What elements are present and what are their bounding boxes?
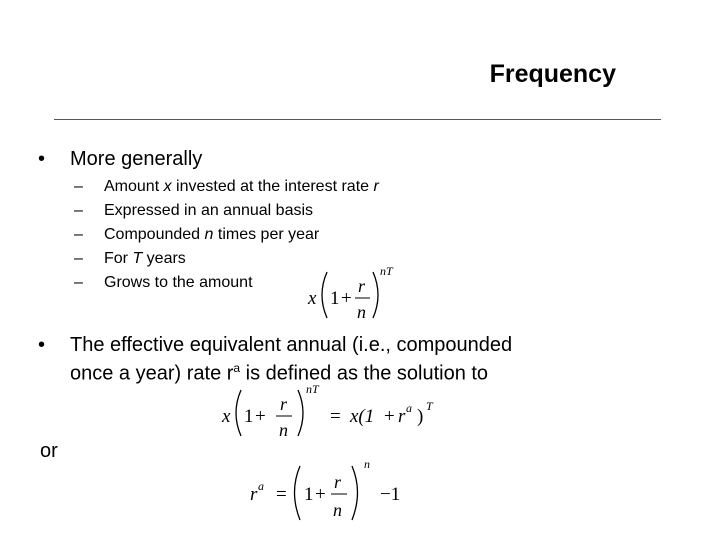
- dash-marker: –: [74, 226, 83, 243]
- eq-r: r: [398, 406, 406, 427]
- dash-marker: –: [74, 202, 83, 219]
- subpoint-text: times per year: [213, 226, 320, 243]
- eq-one: 1: [330, 288, 340, 309]
- left-paren: [236, 390, 241, 436]
- eq-num-r: r: [334, 472, 342, 492]
- subpoint-text: invested at the interest rate: [171, 178, 374, 195]
- eq-x: x: [308, 288, 317, 309]
- var-r: r: [373, 178, 379, 195]
- dash-marker: –: [74, 250, 83, 267]
- subpoint-text: Amount: [104, 178, 164, 195]
- eq-one: 1: [304, 484, 314, 505]
- eq-exp-nT: nT: [380, 264, 393, 278]
- right-paren: [298, 390, 303, 436]
- eq-plus: +: [341, 288, 352, 309]
- var-n: n: [204, 226, 214, 243]
- right-paren: [373, 272, 378, 318]
- title-divider: [54, 119, 661, 120]
- or-label: or: [40, 440, 58, 462]
- eq-num-r: r: [358, 276, 366, 296]
- eq-num-r: r: [280, 394, 288, 414]
- left-paren: [322, 272, 327, 318]
- eq-equals: =: [276, 484, 287, 505]
- bullet-text-line1: The effective equivalent annual (i.e., compounded: [70, 334, 513, 356]
- dash-marker: –: [74, 274, 83, 291]
- eq-r: r: [250, 484, 258, 505]
- bullet-dot: •: [38, 334, 46, 356]
- eq-one: 1: [244, 406, 254, 427]
- eq-exp-n: n: [364, 457, 370, 471]
- var-x: x: [163, 178, 172, 195]
- bullet-text: More generally: [70, 148, 203, 170]
- eq-sup-a: a: [406, 401, 412, 415]
- equation-equivalence: [214, 380, 454, 446]
- eq-exp-T: T: [426, 399, 433, 413]
- eq-sup-a: a: [258, 479, 264, 493]
- subpoint-text: Compounded: [104, 226, 205, 243]
- eq-x: x: [222, 406, 231, 427]
- bullet-text: is defined as the solution to: [240, 362, 489, 385]
- right-paren: [352, 466, 358, 520]
- dash-marker: –: [74, 178, 83, 195]
- eq-x-paren: x(1: [350, 406, 375, 427]
- eq-equals: =: [330, 406, 341, 427]
- eq-den-n: n: [357, 302, 366, 322]
- superscript-a: a: [233, 361, 241, 375]
- eq-den-n: n: [333, 500, 342, 520]
- left-paren: [295, 466, 301, 520]
- equation-effective-rate: [246, 458, 436, 528]
- slide-title: Frequency: [489, 60, 616, 88]
- eq-plus: +: [384, 406, 395, 427]
- eq-plus: +: [255, 406, 266, 427]
- subpoint-text: years: [142, 250, 186, 267]
- eq-exp-nT: nT: [306, 382, 319, 396]
- eq-den-n: n: [279, 420, 288, 440]
- subpoint-text: Expressed in an annual basis: [104, 202, 314, 219]
- var-T: T: [132, 250, 143, 267]
- eq-close-paren: ): [417, 406, 424, 427]
- subpoint-text: For: [104, 250, 133, 267]
- subpoint-text: Grows to the amount: [104, 274, 253, 291]
- bullet-text: once a year) rate r: [70, 362, 234, 385]
- eq-plus: +: [315, 484, 326, 505]
- eq-minus-one: −1: [380, 484, 401, 505]
- equation-growth: [300, 262, 410, 328]
- bullet-dot: •: [38, 148, 46, 170]
